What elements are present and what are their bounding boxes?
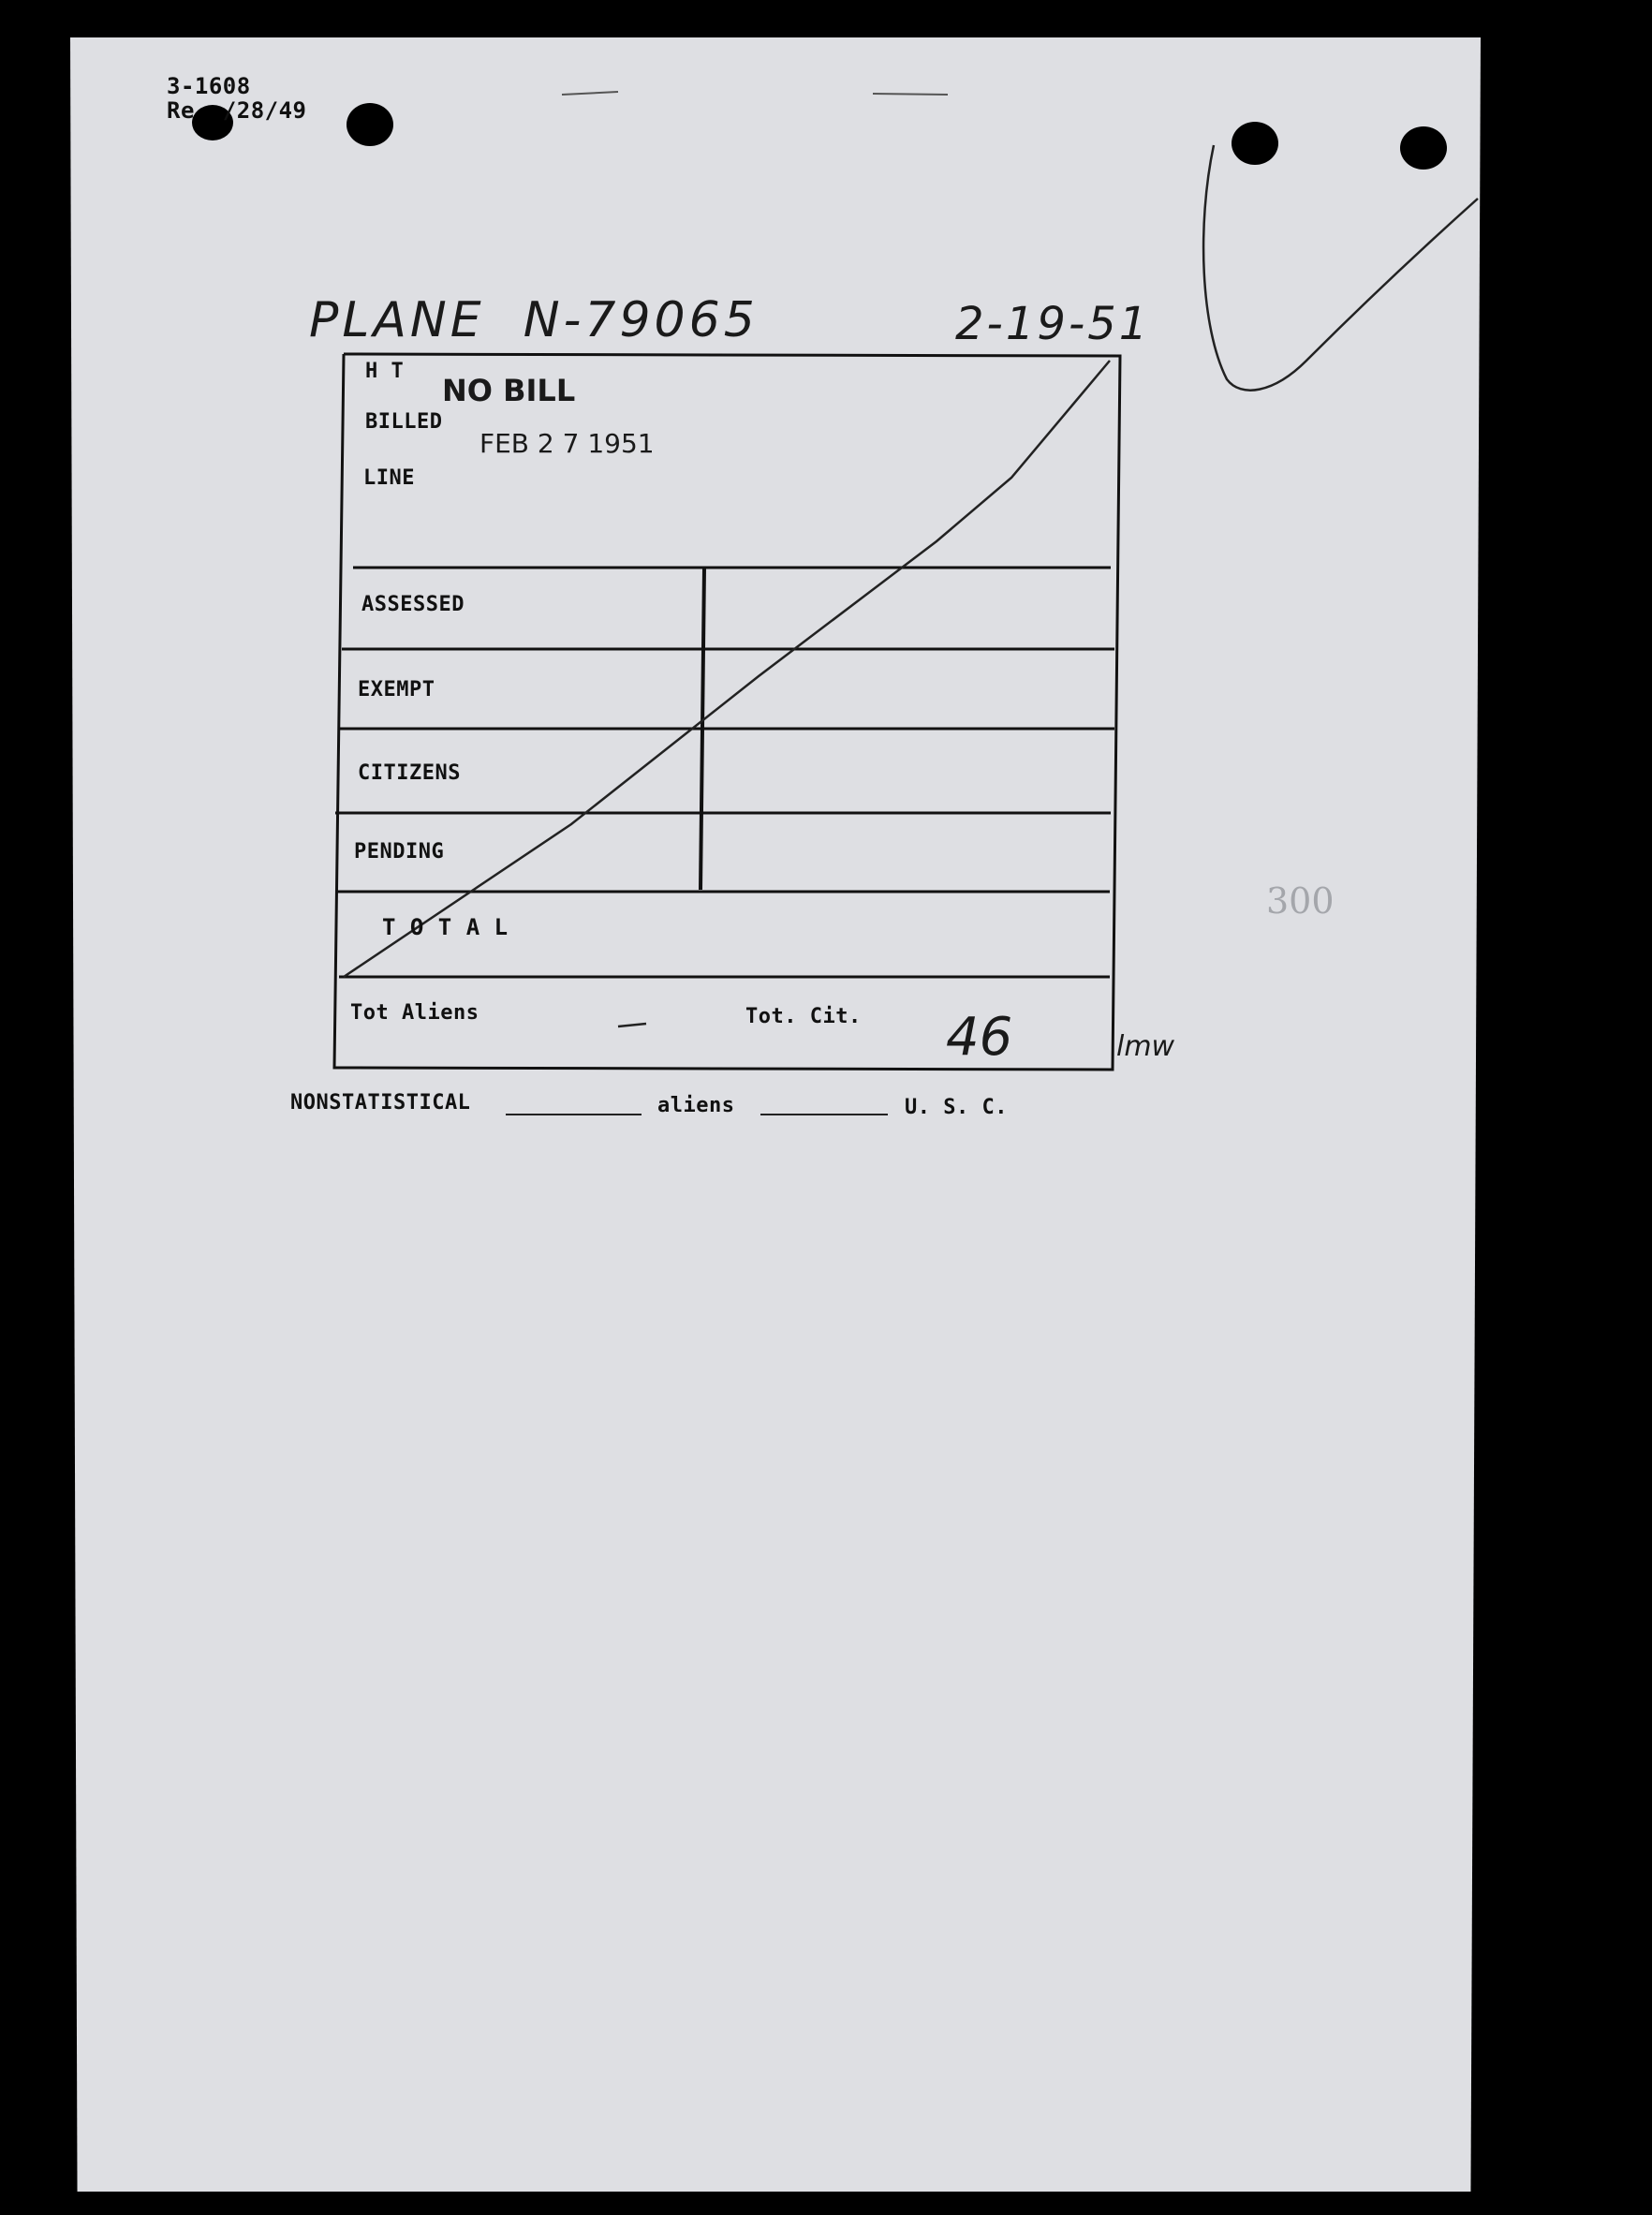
billed-date-stamp: FEB 2 7 1951: [479, 428, 655, 459]
pending-label: PENDING: [354, 840, 445, 864]
citizens-label: CITIZENS: [358, 761, 461, 785]
form-number: 3-1608: [167, 73, 251, 99]
ht-label: H T: [365, 360, 405, 383]
line-label: LINE: [363, 466, 415, 490]
aliens-label: aliens: [657, 1094, 735, 1117]
nonstatistical-label: NONSTATISTICAL: [290, 1091, 471, 1115]
page-number-stamp: 300: [1266, 880, 1335, 922]
tot-cit-value: 46: [946, 1007, 1013, 1068]
tot-aliens-label: Tot Aliens: [350, 1001, 479, 1025]
form-revision: Re /28/49: [167, 97, 307, 124]
plane-number: PLANE N-79065: [309, 292, 759, 348]
tot-cit-label: Tot. Cit.: [745, 1005, 862, 1028]
no-bill-stamp: NO BILL: [442, 373, 576, 408]
initials: lmw: [1116, 1030, 1175, 1063]
total-label: T O T A L: [382, 914, 509, 940]
handwritten-date: 2-19-51: [955, 298, 1151, 350]
assessed-label: ASSESSED: [361, 593, 465, 616]
usc-label: U. S. C.: [905, 1096, 1008, 1119]
exempt-label: EXEMPT: [358, 678, 435, 701]
billed-label: BILLED: [365, 410, 443, 434]
